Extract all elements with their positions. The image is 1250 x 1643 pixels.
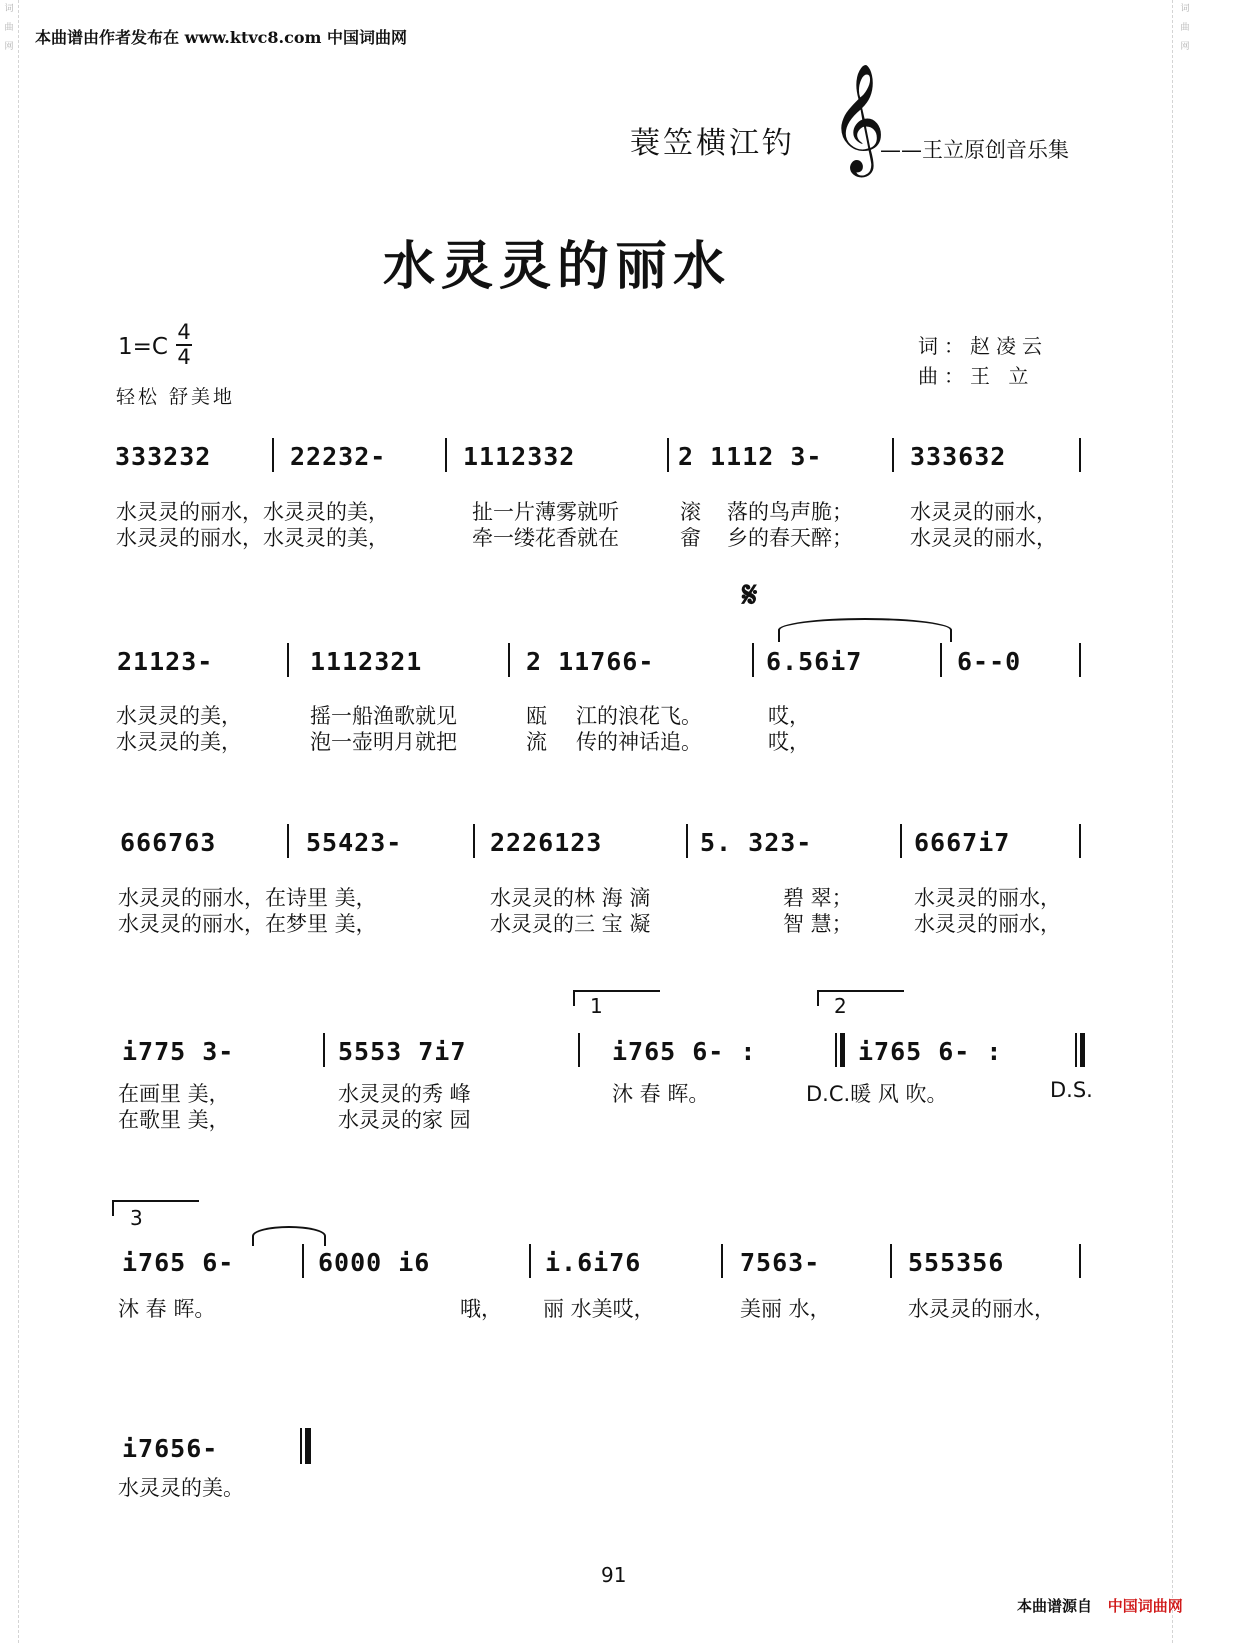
slur bbox=[252, 1226, 326, 1246]
measure-notes: 333632 bbox=[910, 442, 1007, 471]
volta-bracket-1 bbox=[573, 990, 660, 1006]
barline bbox=[578, 1033, 580, 1067]
measure-notes: 6000 i6 bbox=[318, 1248, 431, 1277]
lyric-line-1: 水灵灵的丽水， bbox=[914, 886, 1061, 910]
barline bbox=[445, 438, 447, 472]
lyric-line-2: 水灵灵的美， bbox=[116, 730, 242, 754]
barline bbox=[287, 824, 289, 858]
repeat-barline-thick bbox=[840, 1033, 845, 1067]
right-margin-line bbox=[1172, 0, 1173, 1643]
barline bbox=[752, 643, 754, 677]
lyric-line-2: 流 bbox=[526, 730, 547, 754]
lyric-line-2: 水灵灵的丽水， bbox=[914, 912, 1061, 936]
lyric-line-1: 在画里 美， bbox=[118, 1082, 230, 1106]
barline bbox=[890, 1244, 892, 1278]
lyric-line-1: 沐 春 晖。 bbox=[118, 1297, 216, 1321]
key-signature: 1=C bbox=[118, 334, 168, 360]
site-banner: 本曲谱由作者发布在 www.ktvc8.com 中国词曲网 bbox=[35, 28, 407, 47]
lyric-line-2: 水灵灵的丽水，水灵灵的美， bbox=[116, 526, 389, 550]
song-title: 水灵灵的丽水 bbox=[383, 236, 732, 297]
time-signature: 4 4 bbox=[177, 320, 191, 369]
lyric-line-2: 泡一壶明月就把 bbox=[310, 730, 457, 754]
repeat-barline bbox=[835, 1033, 837, 1067]
lyric-line-1: 水灵灵的丽水， bbox=[908, 1297, 1055, 1321]
measure-notes: 2226123 bbox=[490, 828, 603, 857]
footer-source bbox=[1017, 1595, 1183, 1616]
measure-notes: i765 6- : bbox=[858, 1037, 1003, 1066]
measure-notes: i775 3- bbox=[122, 1037, 235, 1066]
measure-notes: 6667i7 bbox=[914, 828, 1011, 857]
lyric-line-2: 传的神话追。 bbox=[576, 730, 702, 754]
barline bbox=[940, 643, 942, 677]
lyric-line-2: 哎， bbox=[768, 730, 810, 754]
measure-notes: 7563- bbox=[740, 1248, 821, 1277]
final-barline-thick bbox=[305, 1428, 311, 1464]
left-watermark: 词 曲 网 bbox=[4, 4, 14, 52]
barline bbox=[1079, 643, 1081, 677]
lyric-line-2: 水灵灵的三 宝 凝 bbox=[490, 912, 651, 936]
volta-number: 1 bbox=[590, 994, 603, 1018]
lyric-line-1: 水灵灵的美。 bbox=[118, 1476, 244, 1500]
barline bbox=[892, 438, 894, 472]
lyric-line-1: 碧 翠； bbox=[783, 886, 853, 910]
measure-notes: i765 6- bbox=[122, 1248, 235, 1277]
lyric-line-1: 哎， bbox=[768, 704, 810, 728]
segno-icon: 𝄋 bbox=[742, 575, 758, 616]
lyric-line-1: D.C.暖 风 吹。 bbox=[806, 1082, 948, 1106]
lyric-line-2: 水灵灵的家 园 bbox=[338, 1108, 471, 1132]
measure-notes: 5. 323- bbox=[700, 828, 813, 857]
volta-bracket-2 bbox=[817, 990, 904, 1006]
footer-site-link[interactable]: 中国词曲网 bbox=[1107, 1597, 1183, 1615]
lyric-line-1: 美丽 水， bbox=[740, 1297, 831, 1321]
lyric-line-1: 摇一船渔歌就见 bbox=[310, 704, 457, 728]
repeat-barline-thick bbox=[1080, 1033, 1085, 1067]
collection-title: 蓑笠横江钓 bbox=[630, 126, 795, 161]
barline bbox=[900, 824, 902, 858]
lyric-line-1: 水灵灵的丽水，在诗里 美， bbox=[118, 886, 377, 910]
volta-bracket-3 bbox=[112, 1200, 199, 1216]
volta-number: 2 bbox=[834, 994, 847, 1018]
lyric-line-1: 瓯 bbox=[526, 704, 547, 728]
lyric-line-1: 落的鸟声脆； bbox=[727, 500, 853, 524]
measure-notes: i.6i76 bbox=[545, 1248, 642, 1277]
measure-notes: 22232- bbox=[290, 442, 387, 471]
barline bbox=[1079, 438, 1081, 472]
measure-notes: 1112321 bbox=[310, 647, 423, 676]
barline bbox=[508, 643, 510, 677]
barline bbox=[287, 643, 289, 677]
lyric-line-1: 水灵灵的美， bbox=[116, 704, 242, 728]
measure-notes: 333232 bbox=[115, 442, 212, 471]
barline bbox=[667, 438, 669, 472]
barline bbox=[721, 1244, 723, 1278]
barline bbox=[1079, 1244, 1081, 1278]
lyric-line-1: 江的浪花飞。 bbox=[576, 704, 702, 728]
measure-notes: i7656- bbox=[122, 1434, 219, 1463]
right-watermark: 词 曲 网 bbox=[1180, 4, 1190, 52]
slur bbox=[778, 618, 952, 642]
barline bbox=[529, 1244, 531, 1278]
barline bbox=[686, 824, 688, 858]
lyric-line-1: 水灵灵的秀 峰 bbox=[338, 1082, 471, 1106]
volta-number: 3 bbox=[130, 1206, 143, 1230]
lyric-line-2: 水灵灵的丽水， bbox=[910, 526, 1057, 550]
barline bbox=[302, 1244, 304, 1278]
measure-notes: 55423- bbox=[306, 828, 403, 857]
measure-notes: 555356 bbox=[908, 1248, 1005, 1277]
measure-notes: 2 11766- bbox=[526, 647, 655, 676]
lyric-line-2: 乡的春天醉； bbox=[727, 526, 853, 550]
lyric-line-1: 扯一片薄雾就听 bbox=[472, 500, 619, 524]
barline bbox=[272, 438, 274, 472]
lyric-line-1: 哦， bbox=[460, 1297, 502, 1321]
lyric-line-2: 智 慧； bbox=[783, 912, 853, 936]
measure-notes: 2 1112 3- bbox=[678, 442, 823, 471]
barline bbox=[1079, 824, 1081, 858]
lyric-line-1: 水灵灵的丽水， bbox=[910, 500, 1057, 524]
lyric-line-2: 在歌里 美， bbox=[118, 1108, 230, 1132]
page-number: 91 bbox=[601, 1563, 627, 1587]
lyric-line-1: D.S. bbox=[1050, 1078, 1093, 1102]
tempo-marking: 轻松 舒美地 bbox=[116, 386, 236, 408]
measure-notes: 6--0 bbox=[957, 647, 1022, 676]
lyric-line-1: 水灵灵的林 海 滴 bbox=[490, 886, 651, 910]
lyric-line-2: 畲 bbox=[680, 526, 701, 550]
lyric-line-1: 丽 水美哎， bbox=[543, 1297, 655, 1321]
measure-notes: 5553 7i7 bbox=[338, 1037, 467, 1066]
measure-notes: 21123- bbox=[117, 647, 214, 676]
final-barline bbox=[300, 1428, 302, 1464]
lyric-line-1: 沐 春 晖。 bbox=[612, 1082, 710, 1106]
measure-notes: 666763 bbox=[120, 828, 217, 857]
measure-notes: 6.56i7 bbox=[766, 647, 863, 676]
footer-label: 本曲谱源自 bbox=[1017, 1597, 1093, 1615]
left-margin-line bbox=[18, 0, 19, 1643]
measure-notes: 1112332 bbox=[463, 442, 576, 471]
lyric-line-1: 水灵灵的丽水，水灵灵的美， bbox=[116, 500, 389, 524]
barline bbox=[323, 1033, 325, 1067]
collection-subtitle: ——王立原创音乐集 bbox=[880, 138, 1069, 162]
lyric-line-1: 滚 bbox=[680, 500, 701, 524]
lyricist-credit: 词：赵凌云 bbox=[918, 334, 1048, 358]
measure-notes: i765 6- : bbox=[612, 1037, 757, 1066]
repeat-barline bbox=[1075, 1033, 1077, 1067]
treble-clef-icon: 𝄞 bbox=[830, 64, 886, 173]
lyric-line-2: 牵一缕花香就在 bbox=[472, 526, 619, 550]
lyric-line-2: 水灵灵的丽水，在梦里 美， bbox=[118, 912, 377, 936]
composer-credit: 曲：王 立 bbox=[918, 364, 1035, 388]
barline bbox=[473, 824, 475, 858]
